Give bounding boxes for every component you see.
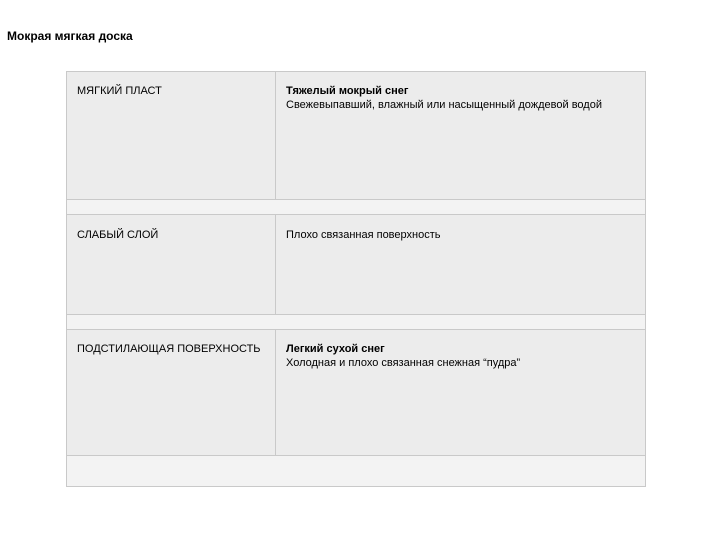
page-title: Мокрая мягкая доска xyxy=(7,29,133,43)
layer-name-cell: СЛАБЫЙ СЛОЙ xyxy=(67,215,276,314)
layer-description-cell xyxy=(276,72,645,199)
layer-name-cell: ПОДСТИЛАЮЩАЯ ПОВЕРХНОСТЬ xyxy=(67,330,276,455)
table-row-bed-surface xyxy=(67,329,645,456)
row-divider xyxy=(67,315,645,329)
row-divider xyxy=(67,200,645,214)
layer-description: Свежевыпавший, влажный или насыщенный дождевой водой xyxy=(286,99,602,111)
table-row-weak-layer xyxy=(67,214,645,315)
layer-name-cell: МЯГКИЙ ПЛАСТ xyxy=(67,72,276,199)
layer-description-cell xyxy=(276,330,645,455)
layer-description: Холодная и плохо связанная снежная “пудра” xyxy=(286,357,521,369)
layer-description: Плохо связанная поверхность xyxy=(286,229,441,241)
snow-layers-table xyxy=(66,71,646,487)
layer-description-cell xyxy=(276,215,645,314)
layer-heading: Тяжелый мокрый снег xyxy=(286,85,409,97)
table-row-slab xyxy=(67,72,645,200)
table-footer-band xyxy=(67,456,645,486)
layer-heading: Легкий сухой снег xyxy=(286,343,385,355)
